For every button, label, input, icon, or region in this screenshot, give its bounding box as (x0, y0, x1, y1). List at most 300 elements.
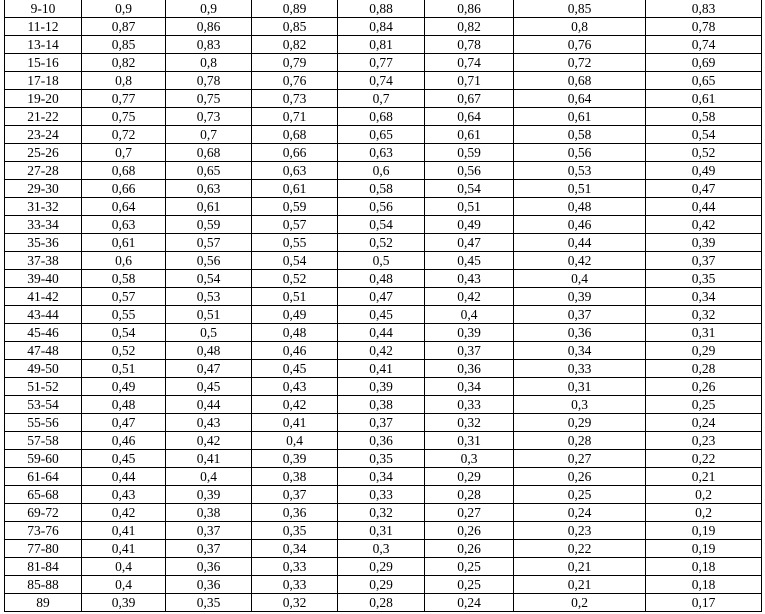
value-cell: 0,4 (514, 270, 646, 288)
value-cell: 0,55 (82, 306, 166, 324)
table-row (5, 216, 762, 234)
value-cell: 0,41 (252, 414, 338, 432)
value-cell: 0,33 (252, 558, 338, 576)
value-cell: 0,28 (514, 432, 646, 450)
value-cell: 0,39 (425, 324, 514, 342)
row-label-cell: 9-10 (5, 0, 82, 18)
value-cell: 0,36 (338, 432, 425, 450)
value-cell: 0,42 (514, 252, 646, 270)
value-cell: 0,45 (425, 252, 514, 270)
value-cell: 0,48 (514, 198, 646, 216)
value-cell: 0,51 (425, 198, 514, 216)
row-label-cell: 85-88 (5, 576, 82, 594)
value-cell: 0,52 (646, 144, 762, 162)
value-cell: 0,19 (646, 540, 762, 558)
value-cell: 0,36 (514, 324, 646, 342)
value-cell: 0,7 (166, 126, 252, 144)
value-cell: 0,4 (252, 432, 338, 450)
value-cell: 0,29 (514, 414, 646, 432)
value-cell: 0,79 (252, 54, 338, 72)
value-cell: 0,25 (425, 558, 514, 576)
value-cell: 0,33 (252, 576, 338, 594)
row-label-cell: 35-36 (5, 234, 82, 252)
row-label-cell: 29-30 (5, 180, 82, 198)
value-cell: 0,38 (252, 468, 338, 486)
value-cell: 0,27 (514, 450, 646, 468)
value-cell: 0,5 (166, 324, 252, 342)
row-label-cell: 17-18 (5, 72, 82, 90)
value-cell: 0,31 (338, 522, 425, 540)
value-cell: 0,4 (82, 576, 166, 594)
value-cell: 0,23 (646, 432, 762, 450)
value-cell: 0,44 (166, 396, 252, 414)
value-cell: 0,26 (425, 540, 514, 558)
value-cell: 0,54 (425, 180, 514, 198)
value-cell: 0,66 (252, 144, 338, 162)
value-cell: 0,45 (166, 378, 252, 396)
value-cell: 0,37 (338, 414, 425, 432)
value-cell: 0,77 (338, 54, 425, 72)
value-cell: 0,6 (82, 252, 166, 270)
row-label-cell: 65-68 (5, 486, 82, 504)
value-cell: 0,28 (425, 486, 514, 504)
table-row (5, 594, 762, 612)
value-cell: 0,53 (514, 162, 646, 180)
value-cell: 0,42 (338, 342, 425, 360)
value-cell: 0,44 (338, 324, 425, 342)
value-cell: 0,28 (646, 360, 762, 378)
value-cell: 0,59 (166, 216, 252, 234)
value-cell: 0,39 (514, 288, 646, 306)
value-cell: 0,36 (166, 576, 252, 594)
row-label-cell: 43-44 (5, 306, 82, 324)
value-cell: 0,29 (425, 468, 514, 486)
value-cell: 0,56 (425, 162, 514, 180)
value-cell: 0,21 (646, 468, 762, 486)
value-cell: 0,27 (425, 504, 514, 522)
value-cell: 0,18 (646, 558, 762, 576)
row-label-cell: 25-26 (5, 144, 82, 162)
row-label-cell: 11-12 (5, 18, 82, 36)
value-cell: 0,54 (252, 252, 338, 270)
value-cell: 0,36 (166, 558, 252, 576)
row-label-cell: 41-42 (5, 288, 82, 306)
value-cell: 0,24 (646, 414, 762, 432)
value-cell: 0,76 (252, 72, 338, 90)
value-cell: 0,18 (646, 576, 762, 594)
value-cell: 0,32 (425, 414, 514, 432)
value-cell: 0,51 (166, 306, 252, 324)
row-label-cell: 27-28 (5, 162, 82, 180)
value-cell: 0,41 (82, 540, 166, 558)
value-cell: 0,32 (252, 594, 338, 612)
value-cell: 0,29 (338, 576, 425, 594)
table-row (5, 252, 762, 270)
value-cell: 0,58 (338, 180, 425, 198)
table-row (5, 144, 762, 162)
value-cell: 0,45 (338, 306, 425, 324)
table-row (5, 378, 762, 396)
table-row (5, 198, 762, 216)
value-cell: 0,71 (425, 72, 514, 90)
value-cell: 0,31 (425, 432, 514, 450)
value-cell: 0,83 (166, 36, 252, 54)
row-label-cell: 53-54 (5, 396, 82, 414)
value-cell: 0,37 (646, 252, 762, 270)
value-cell: 0,54 (646, 126, 762, 144)
value-cell: 0,39 (252, 450, 338, 468)
table-row (5, 396, 762, 414)
row-label-cell: 23-24 (5, 126, 82, 144)
value-cell: 0,61 (514, 108, 646, 126)
row-label-cell: 49-50 (5, 360, 82, 378)
value-cell: 0,59 (425, 144, 514, 162)
value-cell: 0,49 (252, 306, 338, 324)
value-cell: 0,3 (514, 396, 646, 414)
value-cell: 0,34 (514, 342, 646, 360)
value-cell: 0,21 (514, 576, 646, 594)
table-row (5, 468, 762, 486)
value-cell: 0,34 (338, 468, 425, 486)
value-cell: 0,39 (338, 378, 425, 396)
row-label-cell: 81-84 (5, 558, 82, 576)
table-row (5, 180, 762, 198)
value-cell: 0,37 (514, 306, 646, 324)
value-cell: 0,41 (338, 360, 425, 378)
value-cell: 0,85 (82, 36, 166, 54)
value-cell: 0,86 (166, 18, 252, 36)
value-cell: 0,35 (166, 594, 252, 612)
value-cell: 0,36 (252, 504, 338, 522)
row-label-cell: 21-22 (5, 108, 82, 126)
value-cell: 0,56 (514, 144, 646, 162)
value-cell: 0,9 (82, 0, 166, 18)
value-cell: 0,61 (646, 90, 762, 108)
value-cell: 0,45 (252, 360, 338, 378)
value-cell: 0,25 (425, 576, 514, 594)
value-cell: 0,4 (425, 306, 514, 324)
value-cell: 0,21 (514, 558, 646, 576)
table-row (5, 342, 762, 360)
value-cell: 0,63 (166, 180, 252, 198)
value-cell: 0,37 (425, 342, 514, 360)
value-cell: 0,69 (646, 54, 762, 72)
value-cell: 0,63 (338, 144, 425, 162)
value-cell: 0,61 (252, 180, 338, 198)
value-cell: 0,43 (252, 378, 338, 396)
value-cell: 0,6 (338, 162, 425, 180)
value-cell: 0,32 (646, 306, 762, 324)
value-cell: 0,32 (338, 504, 425, 522)
value-cell: 0,47 (646, 180, 762, 198)
value-cell: 0,43 (82, 486, 166, 504)
table-row (5, 414, 762, 432)
table-row (5, 162, 762, 180)
row-label-cell: 57-58 (5, 432, 82, 450)
row-label-cell: 55-56 (5, 414, 82, 432)
row-label-cell: 89 (5, 594, 82, 612)
value-cell: 0,71 (252, 108, 338, 126)
value-cell: 0,54 (166, 270, 252, 288)
value-cell: 0,45 (82, 450, 166, 468)
table-body (5, 0, 762, 612)
value-cell: 0,68 (338, 108, 425, 126)
value-cell: 0,53 (166, 288, 252, 306)
value-cell: 0,49 (82, 378, 166, 396)
value-cell: 0,42 (646, 216, 762, 234)
value-cell: 0,74 (425, 54, 514, 72)
value-cell: 0,54 (338, 216, 425, 234)
value-cell: 0,29 (646, 342, 762, 360)
table-row (5, 36, 762, 54)
value-cell: 0,48 (82, 396, 166, 414)
value-cell: 0,75 (166, 90, 252, 108)
value-cell: 0,73 (252, 90, 338, 108)
value-cell: 0,49 (646, 162, 762, 180)
value-cell: 0,87 (82, 18, 166, 36)
value-cell: 0,84 (338, 18, 425, 36)
value-cell: 0,22 (514, 540, 646, 558)
value-cell: 0,89 (252, 0, 338, 18)
value-cell: 0,38 (338, 396, 425, 414)
value-cell: 0,65 (166, 162, 252, 180)
table-row (5, 72, 762, 90)
value-cell: 0,36 (425, 360, 514, 378)
value-cell: 0,58 (646, 108, 762, 126)
row-label-cell: 77-80 (5, 540, 82, 558)
value-cell: 0,25 (514, 486, 646, 504)
value-cell: 0,61 (425, 126, 514, 144)
value-cell: 0,4 (166, 468, 252, 486)
value-cell: 0,47 (338, 288, 425, 306)
value-cell: 0,76 (514, 36, 646, 54)
value-cell: 0,59 (252, 198, 338, 216)
value-cell: 0,57 (166, 234, 252, 252)
value-cell: 0,52 (252, 270, 338, 288)
row-label-cell: 19-20 (5, 90, 82, 108)
value-cell: 0,66 (82, 180, 166, 198)
value-cell: 0,44 (646, 198, 762, 216)
value-cell: 0,85 (514, 0, 646, 18)
value-cell: 0,35 (252, 522, 338, 540)
value-cell: 0,7 (82, 144, 166, 162)
value-cell: 0,37 (252, 486, 338, 504)
value-cell: 0,68 (166, 144, 252, 162)
value-cell: 0,52 (338, 234, 425, 252)
value-cell: 0,78 (166, 72, 252, 90)
row-label-cell: 37-38 (5, 252, 82, 270)
table-row (5, 288, 762, 306)
row-label-cell: 61-64 (5, 468, 82, 486)
value-cell: 0,55 (252, 234, 338, 252)
value-cell: 0,42 (425, 288, 514, 306)
value-cell: 0,3 (425, 450, 514, 468)
value-cell: 0,48 (252, 324, 338, 342)
value-cell: 0,22 (646, 450, 762, 468)
value-cell: 0,77 (82, 90, 166, 108)
value-cell: 0,7 (338, 90, 425, 108)
value-cell: 0,44 (82, 468, 166, 486)
value-cell: 0,34 (425, 378, 514, 396)
value-cell: 0,25 (646, 396, 762, 414)
table-row (5, 324, 762, 342)
value-cell: 0,39 (646, 234, 762, 252)
row-label-cell: 45-46 (5, 324, 82, 342)
value-cell: 0,37 (166, 540, 252, 558)
value-cell: 0,34 (252, 540, 338, 558)
value-cell: 0,42 (166, 432, 252, 450)
value-cell: 0,52 (82, 342, 166, 360)
value-cell: 0,8 (514, 18, 646, 36)
value-cell: 0,74 (646, 36, 762, 54)
value-cell: 0,61 (166, 198, 252, 216)
value-cell: 0,78 (425, 36, 514, 54)
row-label-cell: 15-16 (5, 54, 82, 72)
table-row (5, 558, 762, 576)
value-cell: 0,68 (514, 72, 646, 90)
table-row (5, 0, 762, 18)
value-cell: 0,82 (425, 18, 514, 36)
value-cell: 0,75 (82, 108, 166, 126)
value-cell: 0,58 (82, 270, 166, 288)
row-label-cell: 69-72 (5, 504, 82, 522)
table-row (5, 486, 762, 504)
value-cell: 0,64 (425, 108, 514, 126)
value-cell: 0,3 (338, 540, 425, 558)
value-cell: 0,57 (82, 288, 166, 306)
value-cell: 0,46 (514, 216, 646, 234)
value-cell: 0,43 (166, 414, 252, 432)
table-row (5, 126, 762, 144)
value-cell: 0,67 (425, 90, 514, 108)
value-cell: 0,2 (514, 594, 646, 612)
value-cell: 0,37 (166, 522, 252, 540)
table-row (5, 432, 762, 450)
value-cell: 0,72 (514, 54, 646, 72)
row-label-cell: 73-76 (5, 522, 82, 540)
value-cell: 0,42 (82, 504, 166, 522)
value-cell: 0,68 (252, 126, 338, 144)
value-cell: 0,42 (252, 396, 338, 414)
row-label-cell: 59-60 (5, 450, 82, 468)
value-cell: 0,2 (646, 504, 762, 522)
value-cell: 0,47 (82, 414, 166, 432)
value-cell: 0,31 (514, 378, 646, 396)
table-row (5, 270, 762, 288)
value-cell: 0,56 (338, 198, 425, 216)
value-cell: 0,65 (338, 126, 425, 144)
value-cell: 0,41 (166, 450, 252, 468)
row-label-cell: 47-48 (5, 342, 82, 360)
value-cell: 0,33 (338, 486, 425, 504)
value-cell: 0,41 (82, 522, 166, 540)
value-cell: 0,19 (646, 522, 762, 540)
table-row (5, 522, 762, 540)
value-cell: 0,34 (646, 288, 762, 306)
value-cell: 0,64 (514, 90, 646, 108)
table-row (5, 540, 762, 558)
value-cell: 0,35 (338, 450, 425, 468)
value-cell: 0,29 (338, 558, 425, 576)
value-cell: 0,24 (425, 594, 514, 612)
value-cell: 0,83 (646, 0, 762, 18)
value-cell: 0,58 (514, 126, 646, 144)
data-table (4, 0, 762, 612)
value-cell: 0,26 (514, 468, 646, 486)
value-cell: 0,39 (82, 594, 166, 612)
value-cell: 0,44 (514, 234, 646, 252)
value-cell: 0,5 (338, 252, 425, 270)
value-cell: 0,88 (338, 0, 425, 18)
value-cell: 0,64 (82, 198, 166, 216)
value-cell: 0,39 (166, 486, 252, 504)
value-cell: 0,47 (166, 360, 252, 378)
value-cell: 0,68 (82, 162, 166, 180)
value-cell: 0,8 (166, 54, 252, 72)
value-cell: 0,73 (166, 108, 252, 126)
value-cell: 0,4 (82, 558, 166, 576)
value-cell: 0,85 (252, 18, 338, 36)
table-row (5, 108, 762, 126)
table-row (5, 504, 762, 522)
table-row (5, 360, 762, 378)
value-cell: 0,54 (82, 324, 166, 342)
value-cell: 0,49 (425, 216, 514, 234)
value-cell: 0,38 (166, 504, 252, 522)
value-cell: 0,26 (646, 378, 762, 396)
table-row (5, 306, 762, 324)
table-row (5, 90, 762, 108)
value-cell: 0,17 (646, 594, 762, 612)
value-cell: 0,28 (338, 594, 425, 612)
value-cell: 0,48 (166, 342, 252, 360)
value-cell: 0,78 (646, 18, 762, 36)
value-cell: 0,31 (646, 324, 762, 342)
value-cell: 0,82 (252, 36, 338, 54)
value-cell: 0,86 (425, 0, 514, 18)
value-cell: 0,63 (252, 162, 338, 180)
value-cell: 0,81 (338, 36, 425, 54)
row-label-cell: 33-34 (5, 216, 82, 234)
table-row (5, 234, 762, 252)
value-cell: 0,26 (425, 522, 514, 540)
table-row (5, 54, 762, 72)
value-cell: 0,46 (252, 342, 338, 360)
value-cell: 0,47 (425, 234, 514, 252)
value-cell: 0,46 (82, 432, 166, 450)
value-cell: 0,72 (82, 126, 166, 144)
row-label-cell: 51-52 (5, 378, 82, 396)
value-cell: 0,61 (82, 234, 166, 252)
value-cell: 0,43 (425, 270, 514, 288)
row-label-cell: 39-40 (5, 270, 82, 288)
value-cell: 0,82 (82, 54, 166, 72)
value-cell: 0,63 (82, 216, 166, 234)
value-cell: 0,2 (646, 486, 762, 504)
row-label-cell: 13-14 (5, 36, 82, 54)
value-cell: 0,51 (82, 360, 166, 378)
row-label-cell: 31-32 (5, 198, 82, 216)
value-cell: 0,56 (166, 252, 252, 270)
value-cell: 0,24 (514, 504, 646, 522)
value-cell: 0,33 (514, 360, 646, 378)
table-row (5, 576, 762, 594)
value-cell: 0,48 (338, 270, 425, 288)
value-cell: 0,65 (646, 72, 762, 90)
value-cell: 0,51 (514, 180, 646, 198)
value-cell: 0,51 (252, 288, 338, 306)
value-cell: 0,9 (166, 0, 252, 18)
